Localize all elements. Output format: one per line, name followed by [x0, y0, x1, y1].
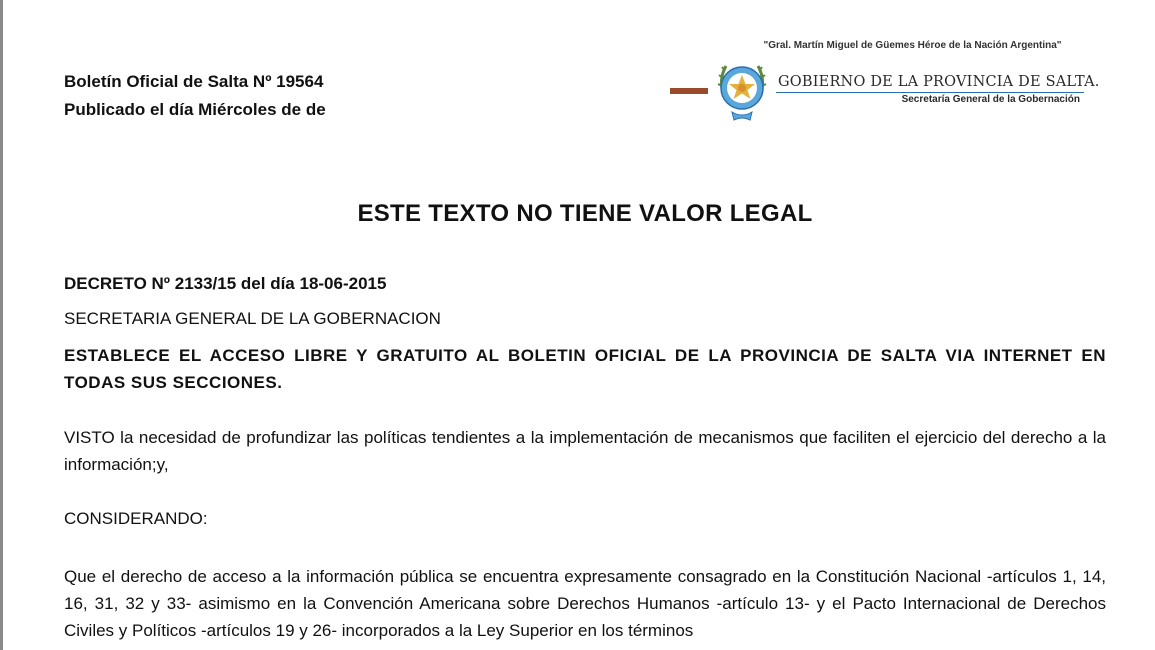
legal-disclaimer: ESTE TEXTO NO TIENE VALOR LEGAL [357, 200, 813, 227]
flag-stripe [670, 88, 708, 94]
visto-paragraph: VISTO la necesidad de profundizar las políticas tendientes a la implementación de mecanismos que faciliten el ejercicio del derecho a la información;y, [64, 428, 1106, 474]
decree-number: DECRETO Nº 2133/15 del día 18-06-2015 [64, 274, 387, 293]
motto-text: "Gral. Martín Miguel de Güemes Héroe de la Nación Argentina" [763, 40, 1062, 51]
boletin-header [64, 68, 326, 124]
provincial-seal-icon [712, 56, 772, 128]
considerando-paragraph: Que el derecho de acceso a la información pública se encuentra expresamente consagrado en la Constitución Nacional -artículos 1, 14, 16, 31, 32 y 33- asimismo en la Convención Americana sobre Derechos Humanos -artículo 13- y el Pacto Internacional de Derechos Civiles y Políticos -artículos 19 y 26- incorporados a la Ley Superior en los términos [64, 567, 1106, 640]
government-rule [776, 92, 1084, 93]
page-left-edge [0, 0, 3, 650]
decree-secretaria: SECRETARIA GENERAL DE LA GOBERNACION [64, 309, 441, 328]
government-name: GOBIERNO DE LA PROVINCIA DE SALTA. [778, 74, 1100, 90]
publication-date: Publicado el día Miércoles de de [64, 100, 326, 119]
considerando-heading: CONSIDERANDO: [64, 509, 208, 528]
government-secretaria: Secretaría General de la Gobernación [901, 94, 1080, 105]
decree-title: ESTABLECE EL ACCESO LIBRE Y GRATUITO AL BOLETIN OFICIAL DE LA PROVINCIA DE SALTA VIA INTERNET EN TODAS SUS SECCIONES. [64, 346, 1106, 392]
boletin-number: Boletín Oficial de Salta Nº 19564 [64, 72, 324, 91]
